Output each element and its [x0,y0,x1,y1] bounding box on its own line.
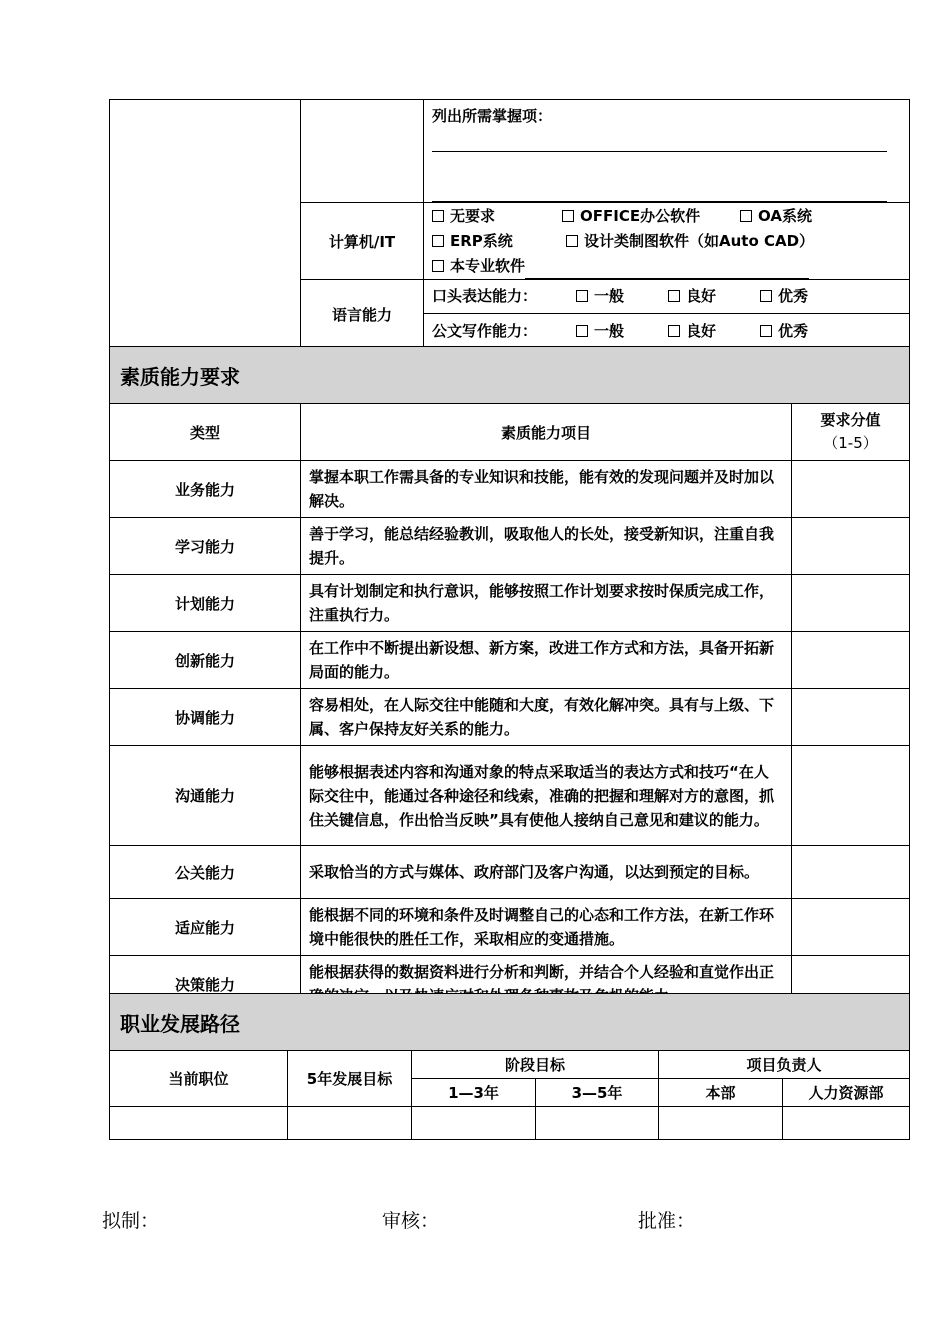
checkbox[interactable] [668,325,680,337]
oral-level-3[interactable]: 优秀 [760,284,808,309]
career-section-title: 职业发展路径 [110,994,910,1051]
score-cell[interactable] [792,846,910,899]
ability-desc: 能根据不同的环境和条件及时调整自己的心态和工作方法，在新工作环境中能很快的胜任工作，采取相应的变通措施。 [301,899,792,956]
ability-desc: 具有计划制定和执行意识，能够按照工作计划要求按时保质完成工作，注重执行力。 [301,575,792,632]
header-project-owner: 项目负责人 [659,1051,910,1079]
ability-table [109,346,910,1013]
ability-type: 公关能力 [110,846,301,899]
ability-desc: 掌握本职工作需具备的专业知识和技能，能有效的发现问题并及时加以解决。 [301,461,792,518]
option-erp[interactable]: ERP系统 [432,229,566,254]
ability-desc: 能根据获得的数据资料进行分析和判断，并结合个人经验和直觉作出正 [301,956,792,1013]
checkbox[interactable] [668,290,680,302]
input-cell-dept[interactable] [659,1107,783,1140]
blank-cell [110,100,301,350]
header-current-position: 当前职位 [110,1051,288,1107]
option-office[interactable]: OFFICE办公软件 [562,204,740,229]
table-row [110,746,910,846]
ability-desc: 能够根据表述内容和沟通对象的特点采取适当的表达方式和技巧“在人际交往中，能通过各种途径和线索，准确的把握和理解对方的意图，抓住关键信息，作出恰当反映”具有使他人接纳自己意见和建议的能力。 [301,746,792,846]
oral-level-1[interactable]: 一般 [576,284,668,309]
table-row [110,632,910,689]
computer-options [424,203,910,280]
score-cell[interactable] [792,689,910,746]
input-cell-five-year[interactable] [288,1107,412,1140]
input-cell-hr[interactable] [783,1107,910,1140]
fill-line-2 [432,152,887,202]
table-row [110,689,910,746]
table-row [110,518,910,575]
header-score: 要求分值 （1-5） [792,404,910,461]
option-professional[interactable]: 本专业软件 [432,254,525,279]
oral-level-2[interactable]: 良好 [668,284,760,309]
score-cell[interactable] [792,518,910,575]
ability-type: 业务能力 [110,461,301,518]
ability-desc: 容易相处，在人际交往中能随和大度，有效化解冲突。具有与上级、下属、客户保持友好关系的能力。 [301,689,792,746]
ability-type: 适应能力 [110,899,301,956]
ability-type: 协调能力 [110,689,301,746]
header-stage-2: 3—5年 [536,1079,659,1107]
header-hr: 人力资源部 [783,1079,910,1107]
list-items-cell [424,100,910,203]
checkbox[interactable] [576,290,588,302]
option-none[interactable]: 无要求 [432,204,562,229]
writing-level-3[interactable]: 优秀 [760,319,808,344]
checkbox[interactable] [432,210,444,222]
language-label: 语言能力 [301,280,424,350]
score-cell[interactable] [792,461,910,518]
checkbox[interactable] [760,325,772,337]
checkbox[interactable] [566,235,578,247]
score-cell[interactable] [792,899,910,956]
header-type: 类型 [110,404,301,461]
table-row [110,899,910,956]
oral-row [424,280,910,314]
table-row [110,1107,910,1140]
header-stage-goal: 阶段目标 [412,1051,659,1079]
table-row [110,461,910,518]
score-cell[interactable] [792,575,910,632]
table-row [110,846,910,899]
computer-label: 计算机/IT [301,203,424,280]
ability-type: 沟通能力 [110,746,301,846]
option-oa[interactable]: OA系统 [740,204,812,229]
checkbox[interactable] [562,210,574,222]
header-five-year-goal: 5年发展目标 [288,1051,412,1107]
writing-level-2[interactable]: 良好 [668,319,760,344]
checkbox[interactable] [576,325,588,337]
checkbox[interactable] [432,260,444,272]
ability-section-title: 素质能力要求 [110,347,910,404]
score-cell[interactable] [792,632,910,689]
checkbox[interactable] [760,290,772,302]
ability-type: 决策能力 [110,956,301,1013]
header-stage-1: 1—3年 [412,1079,536,1107]
signature-line [0,1206,950,1236]
ability-desc: 善于学习，能总结经验教训，吸取他人的长处，接受新知识，注重自我提升。 [301,518,792,575]
professional-fill-line [525,262,809,279]
option-design[interactable]: 设计类制图软件（如Auto CAD） [566,229,814,254]
draft-label: 拟制： [102,1210,160,1232]
career-table [109,993,910,1140]
writing-level-1[interactable]: 一般 [576,319,668,344]
fill-line-1 [432,126,887,152]
input-cell-stage-2[interactable] [536,1107,659,1140]
input-cell-current[interactable] [110,1107,288,1140]
writing-row [424,314,910,350]
ability-type: 创新能力 [110,632,301,689]
oral-label: 口头表达能力： [432,287,538,305]
approve-label: 批准： [638,1210,696,1232]
score-cell[interactable] [792,746,910,846]
header-item: 素质能力项目 [301,404,792,461]
writing-label: 公文写作能力： [432,322,538,340]
review-label: 审核： [382,1210,440,1232]
skills-table [109,99,910,350]
blank-label-cell [301,100,424,203]
checkbox[interactable] [432,235,444,247]
header-dept: 本部 [659,1079,783,1107]
ability-type: 计划能力 [110,575,301,632]
input-cell-stage-1[interactable] [412,1107,536,1140]
ability-desc: 采取恰当的方式与媒体、政府部门及客户沟通，以达到预定的目标。 [301,846,792,899]
ability-type: 学习能力 [110,518,301,575]
table-row [110,575,910,632]
checkbox[interactable] [740,210,752,222]
ability-desc: 在工作中不断提出新设想、新方案，改进工作方式和方法，具备开拓新局面的能力。 [301,632,792,689]
list-label: 列出所需掌握项： [432,107,553,125]
